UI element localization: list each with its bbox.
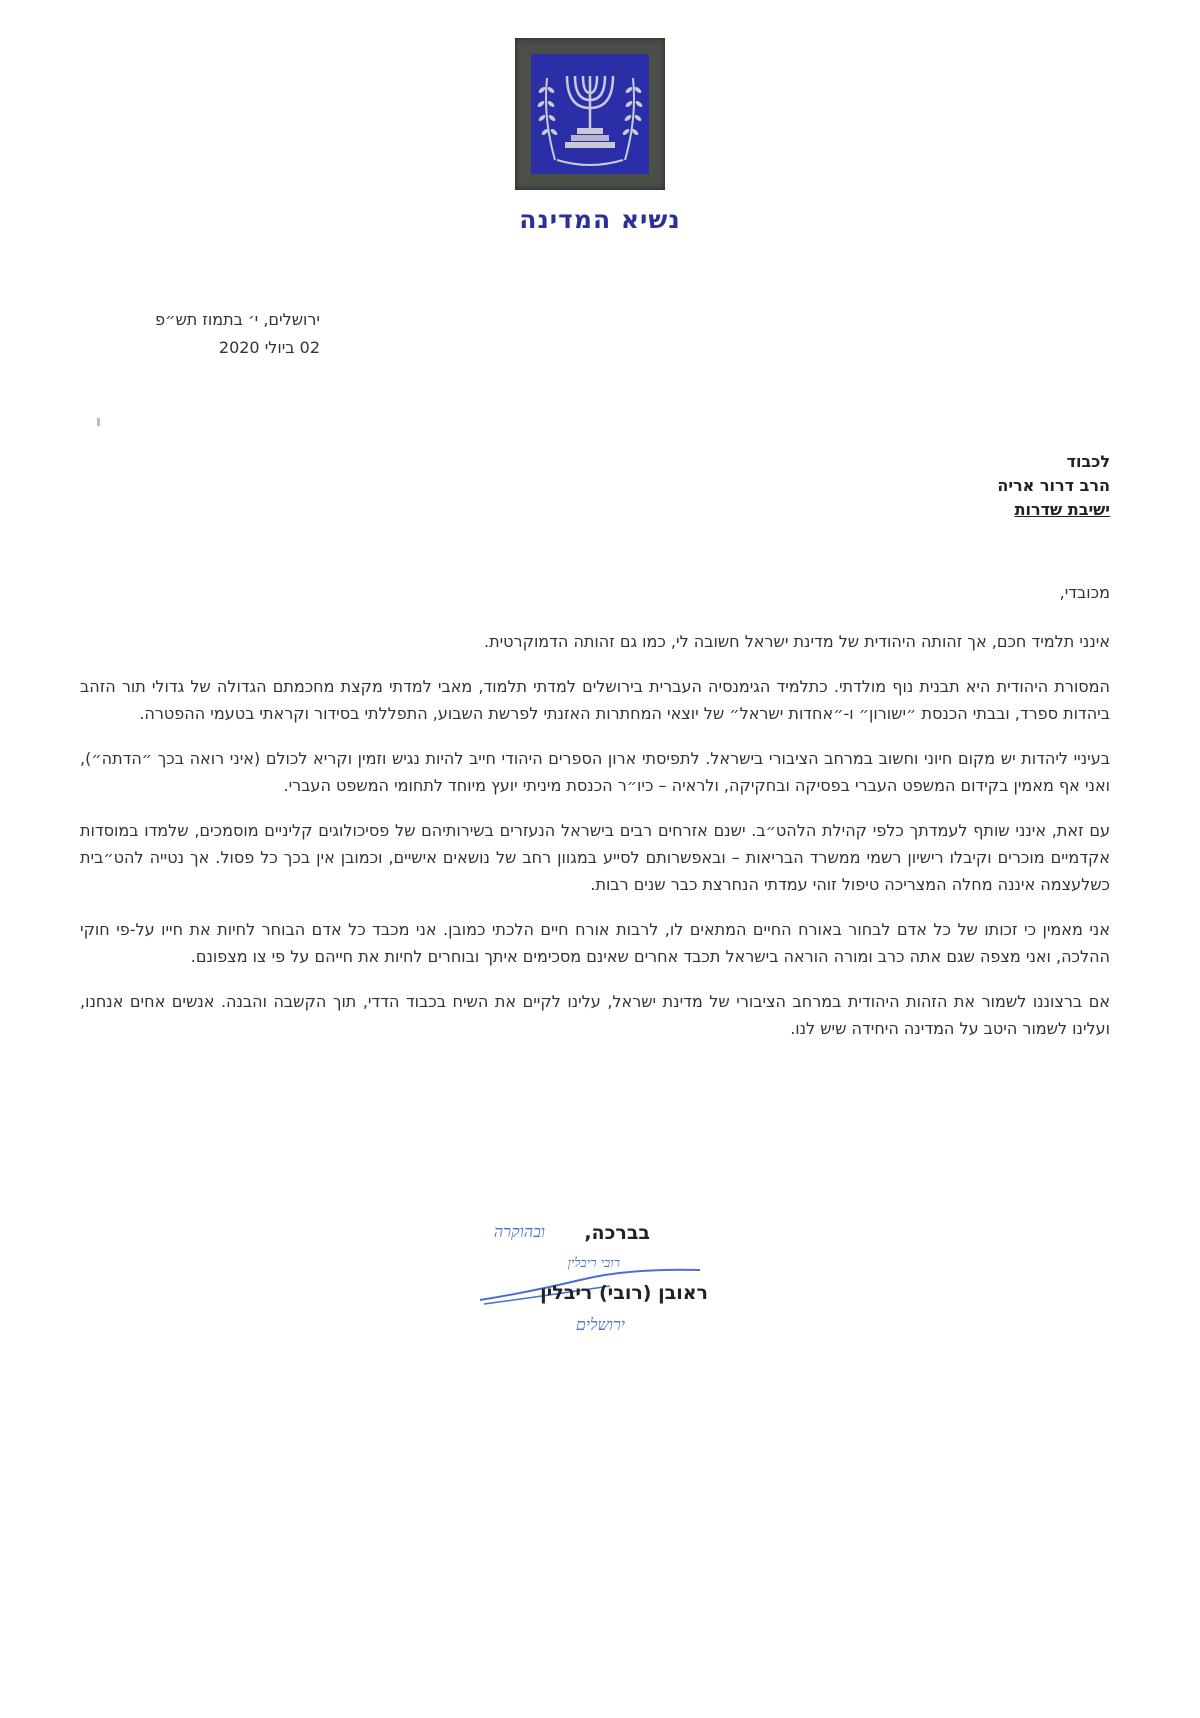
letter-body [80, 628, 1110, 1060]
hebrew-date: ירושלים, י׳ בתמוז תש״פ [155, 310, 320, 329]
handwritten-addition: ובהוקרה [493, 1222, 545, 1241]
addressee-institution: ישיבת שדרות [1014, 500, 1110, 519]
paragraph: בעיניי ליהדות יש מקום חיוני וחשוב במרחב הציבורי בישראל. לתפיסתי ארון הספרים היהודי חייב להיות נגיש וזמין וקריא לכולם (איני רואה בכך ״הדתה״), ואני אף מאמין בקידום המשפט העברי בפסיקה ובחקיקה, ולראיה – כיו״ר הכנסת מיניתי יועץ מיוחד לתחומי המשפט העברי. [80, 749, 1110, 795]
paragraph: עם זאת, אינני שותף לעמדתך כלפי קהילת הלהט״ב. ישנם אזרחים רבים בישראל הנעזרים בשירותיהם של פסיכולוגים קליניים מוסמכים, שלמדו במוסדות אקדמיים מוכרים וקיבלו רישיון רשמי ממשרד הבריאות – ובאפשרותם לסייע במגוון רחב של נושאים אישיים, וכמובן אין בכך כל פסול. אך נטייה להט״בית כשלעצמה איננה מחלה המצריכה טיפול זוהי עמדתי הנחרצת כבר שנים רבות. [80, 821, 1110, 894]
salutation: מכובדי, [1059, 583, 1110, 602]
handwritten-place: ירושלים [575, 1315, 625, 1334]
paragraph: אם ברצוננו לשמור את הזהות היהודית במרחב הציבורי של מדינת ישראל, עלינו לקיים את השיח בכבוד הדדי, תוך הקשבה והבנה. אנשים אחים אנחנו, ועלינו לשמור היטב על המדינה היחידה שיש לנו. [80, 992, 1110, 1038]
paragraph: המסורת היהודית היא תבנית נוף מולדתי. כתלמיד הגימנסיה העברית בירושלים למדתי תלמוד, מאבי למדתי מקצת מחכמתם הגדולה של גדולי תור הזהב ביהדות ספרד, ובבתי הכנסת ״ישורון״ ו-״אחדות ישראל״ של יוצאי המחתרות האזנתי לפרשת השבוע, התפללתי בסידור וקראתי בטעמי ההפטרה. [80, 677, 1110, 723]
closing-block [470, 1210, 710, 1360]
date-block [90, 306, 320, 362]
handwritten-signature: רובי ריבלין [567, 1256, 620, 1271]
closing-blessing: בברכה, [584, 1222, 650, 1244]
signer-name: ראובן (רובי) ריבלין [540, 1282, 708, 1304]
paragraph: אני מאמין כי זכותו של כל אדם לבחור באורח החיים המתאים לו, לרבות אורח חיים הלכתי כמובן. אני מכבד כל אדם הבוחר לחיות את חייו על-פי חוקי ההלכה, ואני מצפה שגם אתה כרב ומורה הוראה בישראל תכבד אחרים שאינם מסכימים איתך ובוחרים לחיות את חייהם על פי צו מצפונם. [80, 920, 1110, 966]
presidential-emblem [515, 38, 665, 190]
scan-artifact [97, 418, 100, 426]
office-title: נשיא המדינה [519, 205, 681, 234]
addressee-honorific: לכבוד [1066, 452, 1110, 471]
addressee-block [997, 450, 1110, 522]
addressee-name: הרב דרור אריה [997, 476, 1110, 495]
gregorian-date: 02 ביולי 2020 [218, 338, 320, 357]
paragraph: אינני תלמיד חכם, אך זהותה היהודית של מדינת ישראל חשובה לי, כמו גם זהותה הדמוקרטית. [484, 632, 1110, 651]
menorah-olive-branches-icon [515, 38, 665, 190]
